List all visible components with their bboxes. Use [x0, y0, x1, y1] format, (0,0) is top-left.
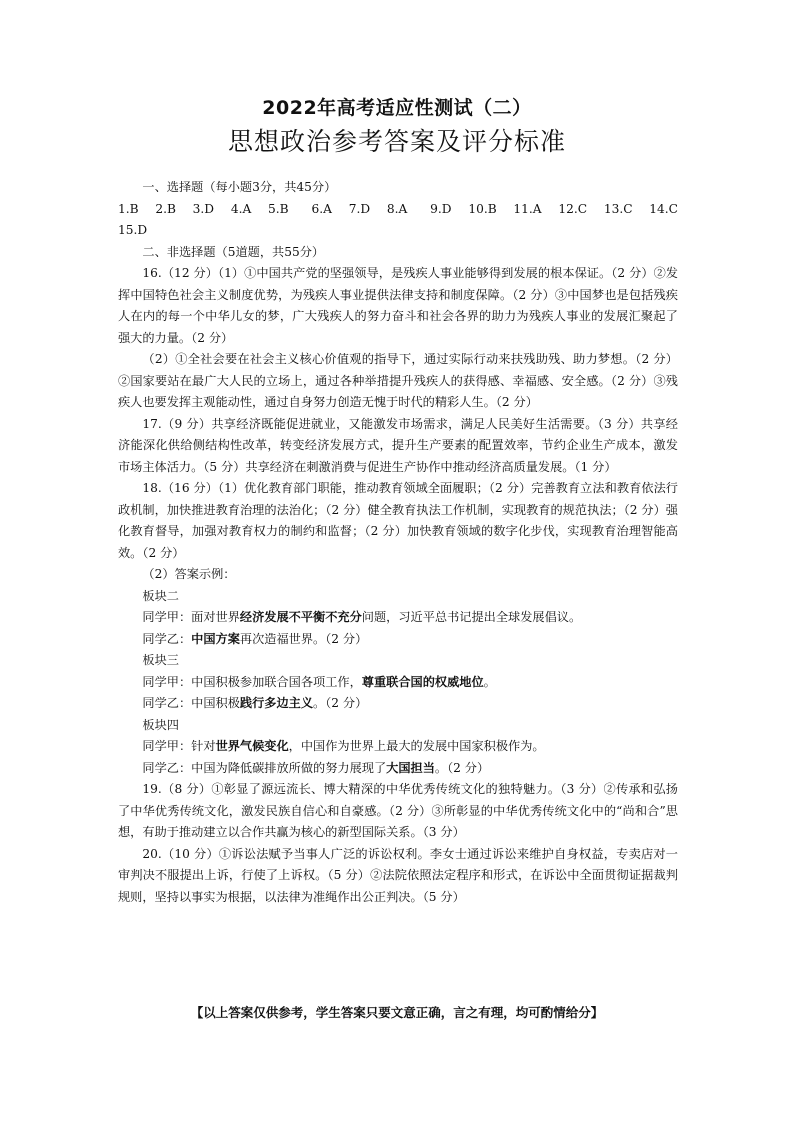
- q16-part2: （2）①全社会要在社会主义核心价值观的指导下，通过实际行动来扶残助残、助力梦想。（2 分）②国家要站在最广大人民的立场上，通过各种举措提升残疾人的获得感、幸福感、安全感。（2 分）③残疾人也要发挥主观能动性，通过自身努力创造无愧于时代的精彩人生。（2 分）: [118, 352, 678, 409]
- q17: 17.（9 分）共享经济既能促进就业，又能激发市场需求，满足人民美好生活需要。（3 分）共享经济能深化供给侧结构性改革，转变经济发展方式，提升生产要素的配置效率，节约企业生产成本，激发市场主体活力。（5 分）共享经济在刺激消费与促进生产协作中推动经济高质量发展。（1 分）: [118, 416, 678, 474]
- block4-student-b: [118, 758, 678, 780]
- text-segment: 同学乙：: [142, 631, 192, 646]
- q18-part1: 18.（16 分）（1）优化教育部门职能，推动教育领域全面履职；（2 分）完善教育立法和教育依法行政机制，加快推进教育治理的法治化；（2 分）健全教育执法工作机制，实现教育的规范执法；（2 分）强化教育督导，加强对教育权力的制约和监督；（2 分）加快教育领域的数字化步伐，实现教育治理智能高效。（2 分）: [118, 481, 678, 560]
- answer-content: [118, 177, 678, 908]
- text-segment: 同学甲：针对: [142, 739, 216, 753]
- keyword-highlight: 尊重联合国的权威地位: [361, 674, 484, 689]
- text-segment: 同学甲：面对世界: [142, 610, 240, 624]
- text-segment: 。（2 分）: [313, 696, 368, 710]
- text-segment: 同学乙：中国积极: [142, 696, 240, 710]
- keyword-highlight: 大国担当: [386, 760, 435, 775]
- keyword-highlight: 践行多边主义: [239, 696, 314, 710]
- q18-part2-heading: （2）答案示例：: [142, 567, 236, 581]
- block3-student-a: [118, 672, 678, 694]
- block3-label: 板块三: [142, 653, 179, 667]
- block4-label: 板块四: [142, 717, 179, 732]
- text-segment: 。（2 分）: [434, 760, 490, 775]
- section1-heading: 一、选择题（每小题3分，共45分）: [142, 180, 337, 194]
- text-segment: 同学甲：中国积极参加联合国各项工作，: [142, 674, 362, 689]
- text-segment: ，中国作为世界上最大的发展中国家积极作为。: [288, 739, 545, 753]
- document-title: 思想政治参考答案及评分标准: [227, 127, 566, 156]
- keyword-highlight: 中国方案: [191, 631, 240, 646]
- keyword-highlight: 经济发展不平衡不充分: [239, 610, 362, 624]
- block2-student-a: [118, 607, 678, 629]
- block3-student-b: [118, 693, 678, 715]
- text-segment: 。: [483, 674, 496, 689]
- exam-title: 2022年高考适应性测试（二）: [262, 97, 532, 119]
- text-segment: 问题，习近平总书记提出全球发展倡议。: [361, 610, 582, 624]
- choice-answers-line1: 1.B 2.B 3.D 4.A 5.B 6.A 7.D 8.A 9.D 10.B 11.A 12.C 13.C 14.C: [118, 201, 678, 216]
- text-segment: 同学乙：中国为降低碳排放所做的努力展现了: [142, 760, 387, 775]
- block4-student-a: [118, 736, 678, 758]
- choice-answers-line2: 15.D: [118, 223, 148, 237]
- section2-heading: 二、非选择题（5道题，共55分）: [142, 244, 325, 259]
- text-segment: 再次造福世界。（2 分）: [239, 631, 368, 646]
- block2-label: 板块二: [142, 588, 179, 603]
- scoring-note: 【以上答案仅供参考，学生答案只要文意正确，言之有理，均可酌情给分】: [190, 1005, 604, 1020]
- q16-part1: 16.（12 分）（1）①中国共产党的坚强领导，是残疾人事业能够得到发展的根本保证。（2 分）②发挥中国特色社会主义制度优势，为残疾人事业提供法律支持和制度保障。（2 分）③中国梦也是包括残疾人在内的每一个中华儿女的梦，广大残疾人的努力奋斗和社会各界的助力为残疾人事业的发展汇聚起了强大的力量。（2 分）: [118, 266, 678, 345]
- block2-student-b: [118, 629, 678, 651]
- q19: 19.（8 分）①彰显了源远流长、博大精深的中华优秀传统文化的独特魅力。（3 分）②传承和弘扬了中华优秀传统文化，激发民族自信心和自豪感。（2 分）③所彰显的中华优秀传统文化中的“尚和合”思想，有助于推动建立以合作共赢为核心的新型国际关系。（3 分）: [118, 782, 678, 839]
- keyword-highlight: 世界气候变化: [215, 739, 289, 753]
- q20: 20.（10 分）①诉讼法赋予当事人广泛的诉讼权利。李女士通过诉讼来维护自身权益，专卖店对一审判决不服提出上诉，行使了上诉权。（5 分）②法院依照法定程序和形式，在诉讼中全面贯彻证据裁判规则，坚持以事实为根据，以法律为准绳作出公正判决。（5 分）: [118, 846, 678, 904]
